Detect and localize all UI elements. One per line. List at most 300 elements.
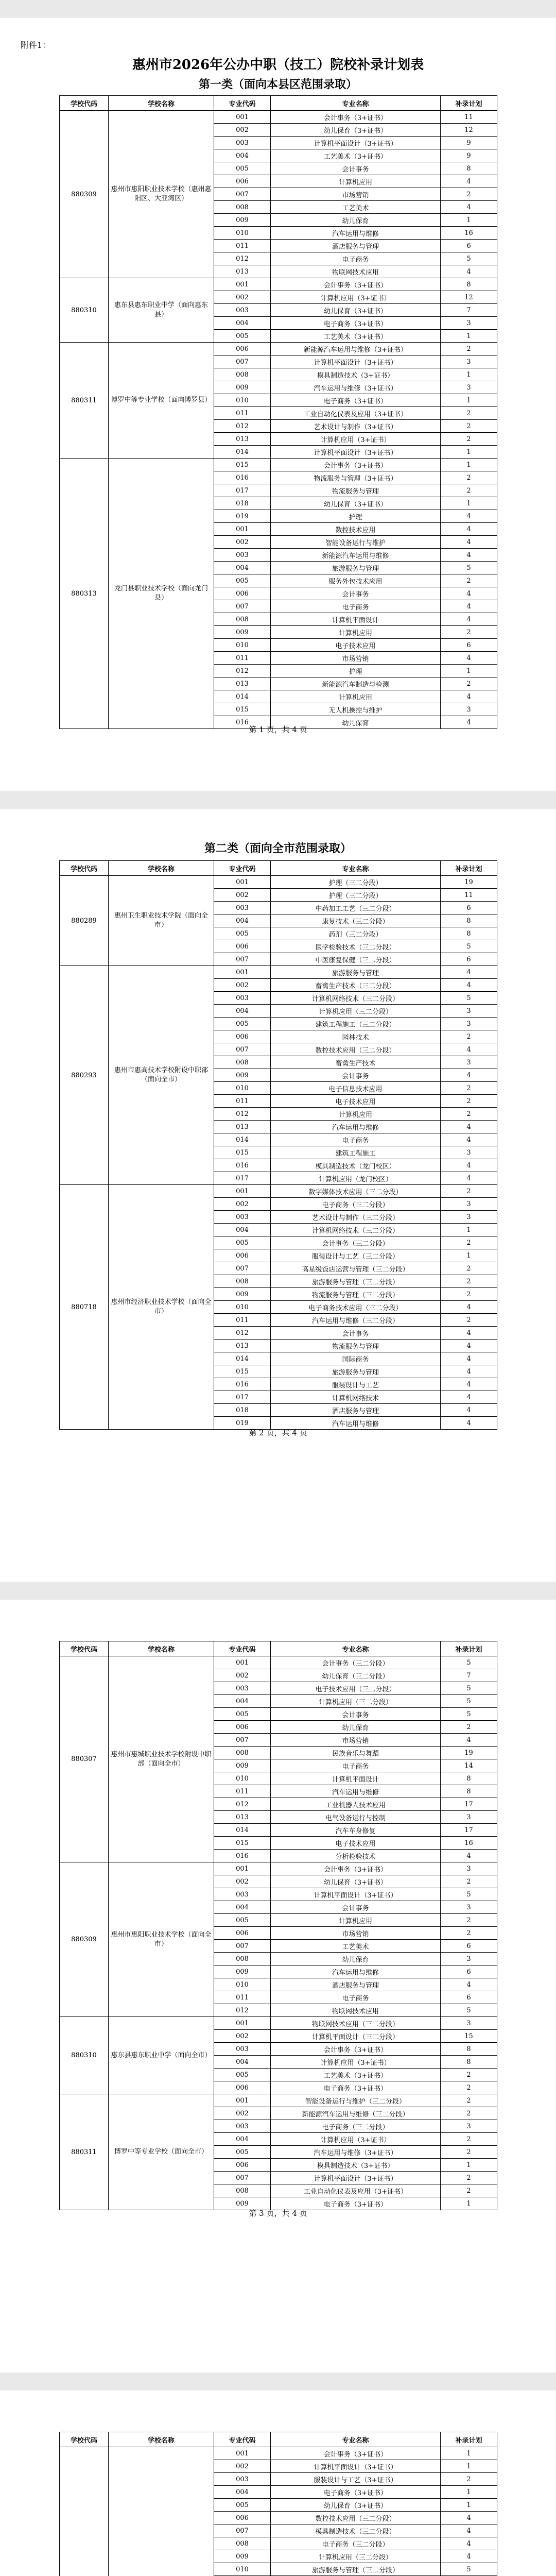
major-name: 酒店服务与管理 — [271, 1404, 441, 1417]
major-code: 010 — [214, 639, 271, 652]
column-header: 学校代码 — [60, 861, 109, 876]
major-name: 计算机网络技术（三二分段） — [271, 992, 441, 1005]
column-header: 学校代码 — [60, 1641, 109, 1656]
plan-count: 3 — [441, 2017, 497, 2030]
major-name: 会计事务（3+证书） — [271, 1862, 441, 1875]
plan-table — [59, 95, 497, 729]
major-code: 007 — [214, 1940, 271, 1953]
table-row — [60, 2017, 497, 2030]
major-name: 幼儿保育 — [271, 1953, 441, 1965]
major-code: 011 — [214, 1314, 271, 1327]
major-code: 012 — [214, 2004, 271, 2017]
plan-count: 6 — [441, 240, 497, 252]
plan-count: 2 — [441, 2473, 497, 2486]
plan-count: 19 — [441, 1747, 497, 1759]
major-code: 015 — [214, 703, 271, 716]
plan-count: 1 — [441, 214, 497, 227]
document-title: 惠州市2026年公办中职（技工）院校补录计划表 — [132, 57, 424, 73]
plan-count: 4 — [441, 652, 497, 665]
major-code: 012 — [214, 420, 271, 433]
major-code: 011 — [214, 1991, 271, 2004]
plan-count: 4 — [441, 966, 497, 979]
plan-count: 3 — [441, 1056, 497, 1069]
plan-count: 15 — [441, 2030, 497, 2043]
plan-count: 9 — [441, 137, 497, 149]
page-number: 第 2 页，共 4 页 — [249, 1428, 307, 1437]
major-code: 008 — [214, 613, 271, 626]
major-name: 计算机平面设计（3+证书） — [271, 446, 441, 459]
major-code: 003 — [214, 137, 271, 149]
major-name: 工艺美术 — [271, 1940, 441, 1953]
plan-count: 3 — [441, 317, 497, 330]
plan-count: 2 — [441, 2133, 497, 2146]
plan-count: 5 — [441, 2563, 497, 2576]
major-name: 计算机平面设计（3+证书） — [271, 137, 441, 149]
major-code: 002 — [214, 2030, 271, 2043]
major-name: 幼儿保育（3+证书） — [271, 1875, 441, 1888]
plan-count: 2 — [441, 1030, 497, 1043]
plan-count: 4 — [441, 265, 497, 278]
plan-count: 4 — [441, 1365, 497, 1378]
major-code: 002 — [214, 291, 271, 304]
major-code: 001 — [214, 2094, 271, 2107]
major-code: 007 — [214, 2172, 271, 2184]
column-header: 专业名称 — [271, 96, 441, 111]
major-name: 电子技术应用 — [271, 1837, 441, 1850]
major-name: 旅游服务与管理 — [271, 562, 441, 574]
major-name: 物联网技术应用 — [271, 265, 441, 278]
plan-count: 5 — [441, 1682, 497, 1695]
plan-count: 4 — [441, 1352, 497, 1365]
major-code: 004 — [214, 1005, 271, 1018]
plan-count: 17 — [441, 1824, 497, 1837]
major-code: 010 — [214, 227, 271, 240]
plan-count: 5 — [441, 992, 497, 1005]
major-name: 计算机平面设计（3+证书） — [271, 2460, 441, 2473]
major-name: 新能源汽车制造与检测 — [271, 677, 441, 690]
plan-count: 1 — [441, 330, 497, 343]
major-code: 007 — [214, 1734, 271, 1747]
major-name: 物联网技术应用（三二分段） — [271, 2017, 441, 2030]
plan-count: 1 — [441, 2499, 497, 2512]
table-row — [60, 1862, 497, 1875]
major-code: 004 — [214, 1901, 271, 1914]
column-header: 专业代码 — [214, 96, 271, 111]
major-code: 013 — [214, 1340, 271, 1352]
major-code: 009 — [214, 1965, 271, 1978]
major-code: 002 — [214, 536, 271, 549]
plan-count: 4 — [441, 2550, 497, 2563]
major-name: 电子技术应用 — [271, 1095, 441, 1108]
school-code: 880718 — [60, 1185, 109, 1430]
plan-count: 4 — [441, 1378, 497, 1391]
table-row — [60, 966, 497, 979]
plan-count: 3 — [441, 1811, 497, 1824]
major-name: 服装设计与工艺 — [271, 1378, 441, 1391]
plan-count: 1 — [441, 459, 497, 471]
plan-count: 1 — [441, 1224, 497, 1236]
plan-count: 4 — [441, 2524, 497, 2537]
major-code: 015 — [214, 1146, 271, 1159]
major-name: 会计事务 — [271, 162, 441, 175]
major-name: 计算机应用（三二分段） — [271, 1005, 441, 1018]
major-name: 计算机应用（三二分段） — [271, 2550, 441, 2563]
school-name: 博罗中等专业学校（面向博罗县） — [109, 343, 214, 459]
major-code: 003 — [214, 2043, 271, 2056]
major-code: 014 — [214, 690, 271, 703]
major-name: 电子信息技术应用 — [271, 1082, 441, 1095]
major-code: 013 — [214, 1121, 271, 1133]
major-name: 畜禽生产技术（三二分段） — [271, 979, 441, 992]
table-row — [60, 1656, 497, 1669]
plan-count: 4 — [441, 1340, 497, 1352]
plan-count: 2 — [441, 2081, 497, 2094]
major-name: 模具制造技术（3+证书） — [271, 2159, 441, 2172]
major-name: 康复技术（三二分段） — [271, 914, 441, 927]
plan-count: 2 — [441, 2172, 497, 2184]
major-code: 018 — [214, 497, 271, 510]
major-code: 010 — [214, 2563, 271, 2576]
plan-count: 4 — [441, 175, 497, 188]
school-code: 880289 — [60, 876, 109, 966]
column-header: 专业代码 — [214, 861, 271, 876]
major-name: 中药加工工艺（三二分段） — [271, 902, 441, 914]
plan-count: 12 — [441, 124, 497, 137]
major-code: 005 — [214, 1018, 271, 1030]
major-code: 006 — [214, 343, 271, 355]
major-code: 006 — [214, 1249, 271, 1262]
column-header: 补录计划 — [441, 861, 497, 876]
major-name: 新能源汽车运用与维修（3+证书） — [271, 343, 441, 355]
plan-count: 6 — [441, 1965, 497, 1978]
plan-count: 5 — [441, 252, 497, 265]
major-code: 007 — [214, 188, 271, 201]
plan-count: 4 — [441, 690, 497, 703]
category-title: 第二类（面向全市范围录取） — [204, 842, 352, 855]
document-page — [0, 18, 556, 791]
plan-count: 3 — [441, 1018, 497, 1030]
major-name: 汽车运用与维修 — [271, 1121, 441, 1133]
major-code: 009 — [214, 1069, 271, 1082]
major-name: 旅游服务与管理（三二分段） — [271, 1275, 441, 1288]
major-name: 幼儿保育（3+证书） — [271, 497, 441, 510]
major-code: 004 — [214, 2056, 271, 2069]
plan-count: 6 — [441, 902, 497, 914]
major-name: 电子商务（3+证书） — [271, 2197, 441, 2210]
page-number: 第 1 页，共 4 页 — [249, 725, 307, 734]
major-name: 幼儿保育 — [271, 716, 441, 729]
major-code: 005 — [214, 927, 271, 940]
major-name: 智能设备运行与维护 — [271, 536, 441, 549]
plan-count: 1 — [441, 1249, 497, 1262]
plan-count: 7 — [441, 1669, 497, 1682]
major-name: 计算机应用（龙门校区） — [271, 1172, 441, 1185]
major-name: 会计事务 — [271, 1708, 441, 1721]
major-name: 数控技术应用（三二分段） — [271, 2512, 441, 2524]
plan-count: 8 — [441, 2043, 497, 2056]
plan-count: 6 — [441, 953, 497, 966]
plan-count: 1 — [441, 2460, 497, 2473]
major-code: 004 — [214, 2133, 271, 2146]
plan-count: 11 — [441, 111, 497, 124]
major-code: 002 — [214, 889, 271, 902]
major-code: 006 — [214, 1927, 271, 1940]
major-code: 014 — [214, 1133, 271, 1146]
major-code: 010 — [214, 1772, 271, 1785]
plan-count: 4 — [441, 1133, 497, 1146]
major-code: 016 — [214, 471, 271, 484]
major-name: 市场营销 — [271, 652, 441, 665]
plan-count: 8 — [441, 927, 497, 940]
major-code: 002 — [214, 124, 271, 137]
plan-count: 4 — [441, 1417, 497, 1430]
plan-count: 11 — [441, 889, 497, 902]
document-page — [0, 809, 556, 1582]
major-code: 004 — [214, 317, 271, 330]
major-name: 幼儿保育 — [271, 214, 441, 227]
plan-count: 4 — [441, 1121, 497, 1133]
plan-count: 4 — [441, 1069, 497, 1082]
plan-count: 17 — [441, 1798, 497, 1811]
major-code: 012 — [214, 1108, 271, 1121]
major-code: 019 — [214, 510, 271, 523]
major-name: 模具制造技术（龙门校区） — [271, 1159, 441, 1172]
plan-count: 2 — [441, 433, 497, 446]
major-code: 001 — [214, 2447, 271, 2460]
major-name: 电子商务（三二分段） — [271, 2537, 441, 2550]
major-name: 计算机应用 — [271, 690, 441, 703]
school-name: 龙门县职业技术学校（面向龙门县） — [109, 459, 214, 729]
major-code: 010 — [214, 394, 271, 407]
major-name: 电子商务（三二分段） — [271, 1198, 441, 1211]
major-name: 酒店服务与管理 — [271, 1978, 441, 1991]
school-name: 惠州市惠高技术学校附设中职部（面向全市） — [109, 966, 214, 1185]
major-code: 001 — [214, 2017, 271, 2030]
major-name: 旅游服务与管理 — [271, 1365, 441, 1378]
school-name: 博罗中等专业学校（面向全市） — [109, 2094, 214, 2210]
major-code: 005 — [214, 162, 271, 175]
plan-count: 14 — [441, 1759, 497, 1772]
plan-count: 6 — [441, 639, 497, 652]
major-code: 004 — [214, 1695, 271, 1708]
major-name: 电子商务 — [271, 600, 441, 613]
plan-count: 2 — [441, 1721, 497, 1734]
category-title: 第一类（面向本县区范围录取） — [198, 78, 357, 91]
major-code: 007 — [214, 600, 271, 613]
major-name: 计算机应用（三二分段） — [271, 1695, 441, 1708]
school-code: 880309 — [60, 1862, 109, 2017]
major-name: 物联网技术应用 — [271, 2004, 441, 2017]
document-page — [0, 1600, 556, 2372]
plan-count: 8 — [441, 162, 497, 175]
plan-count: 4 — [441, 2537, 497, 2550]
plan-count: 19 — [441, 876, 497, 889]
plan-count: 3 — [441, 2120, 497, 2133]
table-row — [60, 459, 497, 471]
major-name: 计算机应用（3+证书） — [271, 2133, 441, 2146]
plan-count: 8 — [441, 1785, 497, 1798]
plan-count: 8 — [441, 2056, 497, 2069]
major-name: 电子商务 — [271, 1991, 441, 2004]
plan-table — [59, 1641, 497, 2210]
plan-count: 2 — [441, 1108, 497, 1121]
plan-count: 2 — [441, 2094, 497, 2107]
major-code: 003 — [214, 2473, 271, 2486]
plan-count: 2 — [441, 188, 497, 201]
major-code: 005 — [214, 1236, 271, 1249]
major-code: 013 — [214, 1811, 271, 1824]
major-code: 001 — [214, 111, 271, 124]
major-code: 008 — [214, 1056, 271, 1069]
plan-count: 2 — [441, 2184, 497, 2197]
plan-count: 4 — [441, 600, 497, 613]
major-code: 016 — [214, 1159, 271, 1172]
major-name: 计算机应用（3+证书） — [271, 291, 441, 304]
major-code: 002 — [214, 1669, 271, 1682]
major-name: 工业机器人技术应用 — [271, 1798, 441, 1811]
major-name: 畜禽生产技术 — [271, 1056, 441, 1069]
table-row — [60, 2447, 497, 2460]
major-name: 计算机应用 — [271, 175, 441, 188]
plan-count: 4 — [441, 2512, 497, 2524]
plan-table — [59, 860, 497, 1430]
major-name: 计算机平面设计 — [271, 613, 441, 626]
major-name: 服务外包技术应用 — [271, 574, 441, 587]
major-name: 护理 — [271, 665, 441, 677]
plan-count: 2 — [441, 484, 497, 497]
major-name: 电子商务 — [271, 1133, 441, 1146]
major-code: 016 — [214, 1850, 271, 1862]
major-code: 003 — [214, 1888, 271, 1901]
major-name: 电子商务（三二分段） — [271, 2120, 441, 2133]
major-name: 护理（三二分段） — [271, 889, 441, 902]
major-name: 计算机网络技术 — [271, 1391, 441, 1404]
major-name: 新能源汽车运用与维修 — [271, 549, 441, 562]
major-name: 工业自动化仪表及应用（3+证书） — [271, 2184, 441, 2197]
school-name: 惠东县惠东职业中学（面向惠东县） — [109, 278, 214, 343]
major-code: 007 — [214, 1043, 271, 1056]
major-code: 003 — [214, 1211, 271, 1224]
column-header: 学校名称 — [109, 861, 214, 876]
table-header-row — [60, 96, 497, 111]
major-name: 民族音乐与舞蹈 — [271, 1747, 441, 1759]
major-code: 009 — [214, 381, 271, 394]
major-name: 物流服务与管理 — [271, 1340, 441, 1352]
major-code: 005 — [214, 1708, 271, 1721]
plan-count: 2 — [441, 1236, 497, 1249]
table-row — [60, 1185, 497, 1198]
major-code: 001 — [214, 278, 271, 291]
major-code: 006 — [214, 1721, 271, 1734]
major-name: 服装设计与工艺（三二分段） — [271, 1249, 441, 1262]
major-name: 计算机平面设计（三二分段） — [271, 2030, 441, 2043]
major-name: 护理（三二分段） — [271, 876, 441, 889]
major-name: 电子商务技术应用（三二分段） — [271, 1301, 441, 1314]
plan-count: 3 — [441, 1005, 497, 1018]
major-code: 017 — [214, 1391, 271, 1404]
table-header-row — [60, 2432, 497, 2447]
plan-count: 7 — [441, 304, 497, 317]
major-name: 工艺美术（3+证书） — [271, 149, 441, 162]
plan-count: 4 — [441, 1327, 497, 1340]
school-code: 880311 — [60, 343, 109, 459]
school-name: 惠州市惠城职业技术学校附设中职部（面向全市） — [109, 1656, 214, 1862]
major-code: 017 — [214, 1172, 271, 1185]
major-code: 002 — [214, 2460, 271, 2473]
major-name: 会计事务 — [271, 587, 441, 600]
school-code: 880307 — [60, 1656, 109, 1862]
major-code: 002 — [214, 1875, 271, 1888]
plan-count: 2 — [441, 574, 497, 587]
major-name: 会计事务（3+证书） — [271, 2043, 441, 2056]
plan-count: 2 — [441, 420, 497, 433]
plan-count: 3 — [441, 1198, 497, 1211]
column-header: 专业代码 — [214, 2432, 271, 2447]
plan-count: 3 — [441, 1862, 497, 1875]
major-name: 计算机网络技术（三二分段） — [271, 1224, 441, 1236]
major-name: 工艺美术（3+证书） — [271, 2069, 441, 2081]
plan-count: 6 — [441, 1991, 497, 2004]
major-name: 电子技术应用（三二分段） — [271, 1682, 441, 1695]
major-name: 会计事务 — [271, 1327, 441, 1340]
major-code: 004 — [214, 1224, 271, 1236]
column-header: 学校名称 — [109, 1641, 214, 1656]
major-name: 汽车运用与维修 — [271, 1417, 441, 1430]
school-code: 880309 — [60, 111, 109, 278]
major-code: 008 — [214, 2184, 271, 2197]
major-name: 会计事务 — [271, 1901, 441, 1914]
major-name: 数控技术应用（三二分段） — [271, 1043, 441, 1056]
major-name: 会计事务（3+证书） — [271, 459, 441, 471]
plan-count: 2 — [441, 677, 497, 690]
column-header: 补录计划 — [441, 1641, 497, 1656]
plan-count: 4 — [441, 716, 497, 729]
page-number: 第 3 页，共 4 页 — [249, 2209, 307, 2218]
plan-count: 4 — [441, 587, 497, 600]
major-name: 服装设计与工艺（3+证书） — [271, 2473, 441, 2486]
plan-count: 3 — [441, 1146, 497, 1159]
plan-count: 2 — [441, 1275, 497, 1288]
major-name: 电子商务（3+证书） — [271, 317, 441, 330]
column-header: 专业名称 — [271, 1641, 441, 1656]
school-code: 880310 — [60, 2017, 109, 2094]
major-name: 电子商务 — [271, 252, 441, 265]
major-code: 006 — [214, 175, 271, 188]
major-code: 008 — [214, 368, 271, 381]
major-code: 010 — [214, 1978, 271, 1991]
major-code: 004 — [214, 2486, 271, 2499]
plan-count: 3 — [441, 355, 497, 368]
column-header: 学校名称 — [109, 96, 214, 111]
plan-count: 3 — [441, 1953, 497, 1965]
school-name — [109, 2447, 214, 2576]
major-code: 012 — [214, 252, 271, 265]
plan-count: 2 — [441, 1185, 497, 1198]
plan-count: 8 — [441, 1772, 497, 1785]
major-code: 014 — [214, 1352, 271, 1365]
major-code: 004 — [214, 149, 271, 162]
major-name: 幼儿保育（3+证书） — [271, 124, 441, 137]
major-name: 智能设备运行与维护（三二分段） — [271, 2094, 441, 2107]
major-code: 009 — [214, 2197, 271, 2210]
plan-count: 1 — [441, 2447, 497, 2460]
major-name: 旅游服务与管理 — [271, 966, 441, 979]
major-code: 008 — [214, 201, 271, 214]
plan-table-wrapper — [59, 95, 497, 729]
plan-count: 3 — [441, 703, 497, 716]
plan-count: 2 — [441, 1314, 497, 1327]
plan-count: 2 — [441, 1927, 497, 1940]
